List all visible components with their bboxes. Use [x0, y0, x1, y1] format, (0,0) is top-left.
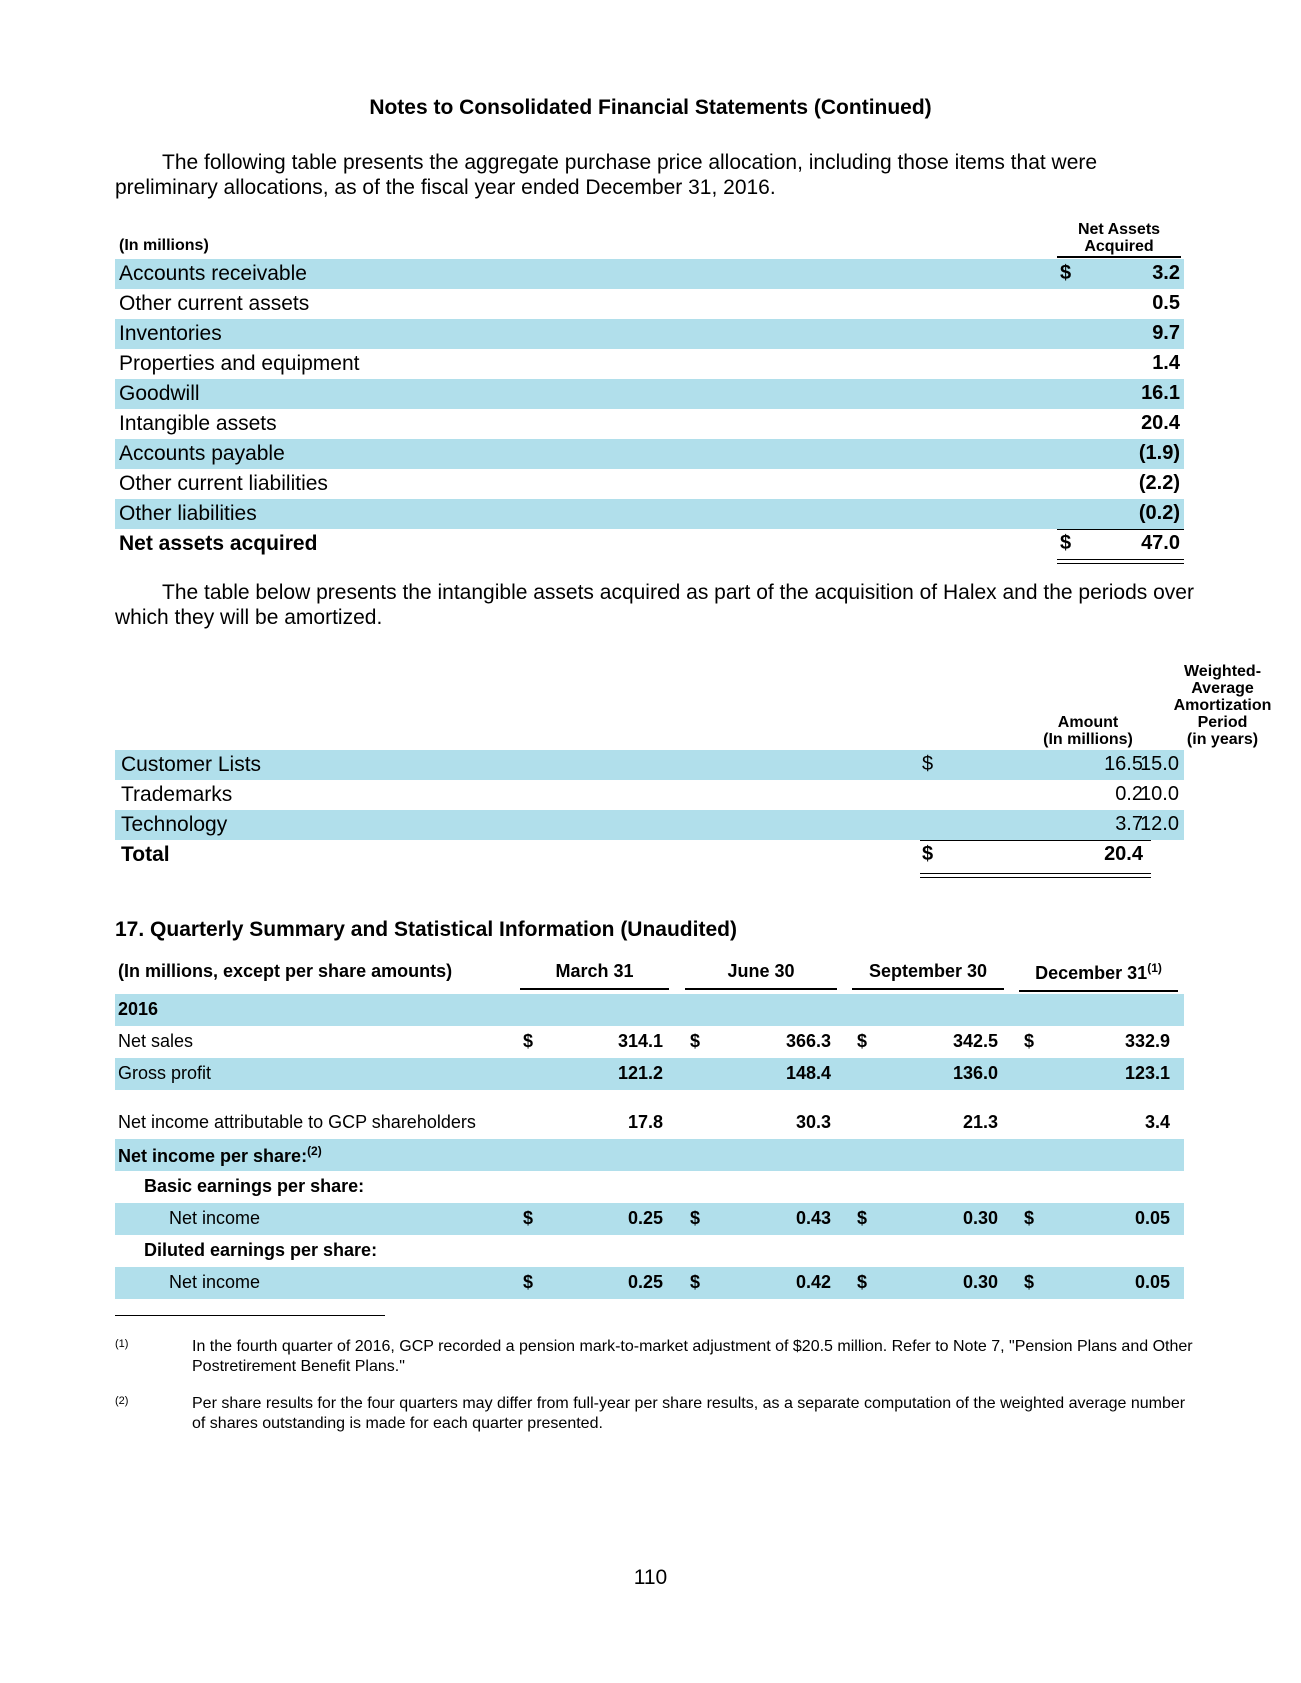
period-header-line4: Period — [1197, 714, 1248, 731]
row-label: Net income attributable to GCP shareholders — [118, 1112, 476, 1132]
footnote-text: Per share results for the four quarters may differ from full-year per share results, as a separate computation of the weighted average number of shares outstanding is made for each quarter presented. — [192, 1395, 1186, 1432]
cell-value: 21.3 — [962, 1112, 998, 1132]
total-double-rule — [920, 873, 1151, 878]
quarter-header-june: June 30 — [685, 961, 837, 990]
row-value: 47.0 — [1141, 532, 1180, 554]
intro-paragraph-2: The table below presents the intangible assets acquired as part of the acquisition of Halex and the periods over which they will be amortized. — [115, 581, 1194, 629]
cell-value: 121.2 — [617, 1063, 663, 1083]
section-row — [115, 1235, 1184, 1267]
cell-value: 366.3 — [785, 1031, 831, 1051]
currency-symbol: $ — [1024, 1031, 1035, 1051]
cell-value: 0.25 — [627, 1272, 663, 1292]
row-label: Other current liabilities — [119, 472, 328, 495]
section-row — [115, 1139, 1184, 1171]
row-label: Accounts payable — [119, 442, 285, 465]
period-header — [1161, 663, 1284, 748]
footnote-mark: (1) — [115, 1338, 129, 1350]
amount-header-line2: (In millions) — [1043, 731, 1133, 748]
currency-symbol: $ — [690, 1208, 701, 1228]
footnote-mark: (2) — [307, 1144, 322, 1158]
table-row — [115, 1107, 1184, 1139]
cell-value: 0.30 — [962, 1208, 998, 1228]
period-value: 12.0 — [1140, 813, 1179, 835]
row-label: Technology — [121, 813, 228, 836]
row-value: (0.2) — [1138, 502, 1180, 524]
cell-value: 342.5 — [952, 1031, 998, 1051]
table-row — [115, 259, 1184, 289]
row-label: Customer Lists — [121, 753, 262, 776]
cell-value: 136.0 — [952, 1063, 998, 1083]
section-heading: 17. Quarterly Summary and Statistical Information (Unaudited) — [115, 918, 737, 941]
net-assets-acquired-header — [1057, 221, 1181, 258]
row-value: (2.2) — [1138, 472, 1180, 494]
section-row — [115, 1171, 1184, 1203]
row-label: Inventories — [119, 322, 222, 345]
table-row — [115, 439, 1184, 469]
row-label: Net income — [169, 1208, 261, 1228]
cell-value: 0.05 — [1134, 1208, 1170, 1228]
row-value: 20.4 — [1141, 412, 1180, 434]
table-total-row — [115, 840, 1184, 870]
quarterly-unit-label: (In millions, except per share amounts) — [118, 961, 453, 981]
row-label: Net sales — [118, 1031, 194, 1051]
intro-paragraph-1: The following table presents the aggregate purchase price allocation, including those items that were preliminary allocations, as of the fiscal year ended December 31, 2016. — [115, 151, 1098, 199]
footnote-divider — [115, 1315, 385, 1316]
table-total-row — [115, 529, 1184, 559]
row-label: Net income per share:$^{(2)}$ — [118, 1144, 322, 1166]
cell-value: 0.43 — [795, 1208, 831, 1228]
currency-symbol: $ — [857, 1031, 868, 1051]
quarter-header-september: September 30 — [852, 961, 1004, 990]
amount-header — [1023, 714, 1153, 748]
year-label: 2016 — [118, 999, 159, 1019]
quarter-header-march: March 31 — [520, 961, 669, 990]
table-row — [115, 1203, 1184, 1235]
row-label: Intangible assets — [119, 412, 277, 435]
table-row — [115, 780, 1184, 810]
currency-symbol: $ — [857, 1272, 868, 1292]
footnote-mark: (2) — [115, 1395, 129, 1407]
cell-value: 123.1 — [1124, 1063, 1170, 1083]
currency-symbol: $ — [857, 1208, 868, 1228]
footnote-mark: (1) — [1147, 961, 1162, 975]
net-assets-header-line2: Acquired — [1084, 238, 1154, 255]
quarter-header-december: December 31$^{(1)}$ — [1019, 961, 1178, 992]
row-label: Net income — [169, 1272, 261, 1292]
currency-symbol: $ — [690, 1272, 701, 1292]
year-row — [115, 994, 1184, 1026]
row-label: Diluted earnings per share: — [144, 1240, 378, 1260]
amount-header-line1: Amount — [1057, 714, 1119, 731]
currency-symbol: $ — [523, 1208, 534, 1228]
table-row — [115, 1058, 1184, 1090]
row-value: 0.5 — [1152, 292, 1180, 314]
cell-value: 0.30 — [962, 1272, 998, 1292]
row-value: 3.2 — [1152, 262, 1180, 284]
table-row — [115, 379, 1184, 409]
cell-value: 17.8 — [627, 1112, 663, 1132]
cell-value: 3.4 — [1144, 1112, 1170, 1132]
intangibles-table — [115, 750, 1184, 870]
row-label: Accounts receivable — [119, 262, 307, 285]
quarterly-table-header — [115, 955, 1184, 991]
currency-symbol: $ — [1024, 1272, 1035, 1292]
currency-symbol: $ — [690, 1031, 701, 1051]
currency-symbol: $ — [1060, 262, 1072, 284]
table-row — [115, 319, 1184, 349]
row-spacer — [115, 1090, 1184, 1107]
row-label: Total — [121, 843, 170, 866]
period-value: 15.0 — [1140, 753, 1179, 775]
amount-value: 20.4 — [1104, 843, 1143, 865]
table-row — [115, 1267, 1184, 1299]
row-value: 1.4 — [1152, 352, 1180, 374]
period-header-line3: Amortization — [1173, 697, 1272, 714]
period-value: 10.0 — [1140, 783, 1179, 805]
table-row — [115, 750, 1184, 780]
net-assets-header-line1: Net Assets — [1077, 221, 1161, 238]
row-label: Properties and equipment — [119, 352, 360, 375]
table-row — [115, 1026, 1184, 1058]
row-value: 16.1 — [1141, 382, 1180, 404]
amount-value: 16.5 — [1104, 753, 1143, 775]
total-double-rule — [1057, 559, 1184, 564]
cell-value: 0.42 — [795, 1272, 831, 1292]
table-row — [115, 499, 1184, 529]
row-label: Other current assets — [119, 292, 310, 315]
row-label: Net assets acquired — [119, 532, 318, 555]
table-row — [115, 469, 1184, 499]
page-title: Notes to Consolidated Financial Statements (Continued) — [369, 96, 932, 119]
currency-symbol: $ — [523, 1031, 534, 1051]
cell-value: 332.9 — [1124, 1031, 1170, 1051]
currency-symbol: $ — [922, 753, 934, 775]
currency-symbol: $ — [1024, 1208, 1035, 1228]
intangibles-table-header — [115, 660, 1272, 748]
table-row — [115, 349, 1184, 379]
quarterly-table — [115, 994, 1184, 1299]
purchase-table-header — [115, 218, 1184, 258]
currency-symbol: $ — [523, 1272, 534, 1292]
cell-value: 30.3 — [795, 1112, 831, 1132]
amount-value: 0.2 — [1115, 783, 1143, 805]
period-header-line1: Weighted- — [1183, 663, 1262, 680]
row-label: Trademarks — [121, 783, 233, 806]
table-row — [115, 409, 1184, 439]
cell-value: 0.25 — [627, 1208, 663, 1228]
row-value: (1.9) — [1138, 442, 1180, 464]
table-row — [115, 289, 1184, 319]
purchase-price-table — [115, 259, 1184, 559]
row-label: Other liabilities — [119, 502, 257, 525]
row-label: Gross profit — [118, 1063, 212, 1083]
row-value: 9.7 — [1152, 322, 1180, 344]
total-top-rule — [920, 840, 1151, 841]
row-label: Goodwill — [119, 382, 200, 405]
purchase-unit-label: (In millions) — [119, 237, 209, 254]
row-label: Basic earnings per share: — [144, 1176, 365, 1196]
cell-value: 148.4 — [785, 1063, 831, 1083]
cell-value: 314.1 — [617, 1031, 663, 1051]
table-row — [115, 810, 1184, 840]
period-header-line5: (in years) — [1186, 731, 1259, 748]
currency-symbol: $ — [1060, 532, 1072, 554]
footnote-text: In the fourth quarter of 2016, GCP recorded a pension mark-to-market adjustment of $20.5 million. Refer to Note 7, "Pension Plans and Other Postretirement Benefit Plans." — [192, 1338, 1193, 1375]
currency-symbol: $ — [922, 843, 934, 865]
period-header-line2: Average — [1191, 680, 1254, 697]
page-number: 110 — [633, 1566, 668, 1589]
amount-value: 3.7 — [1115, 813, 1143, 835]
cell-value: 0.05 — [1134, 1272, 1170, 1292]
